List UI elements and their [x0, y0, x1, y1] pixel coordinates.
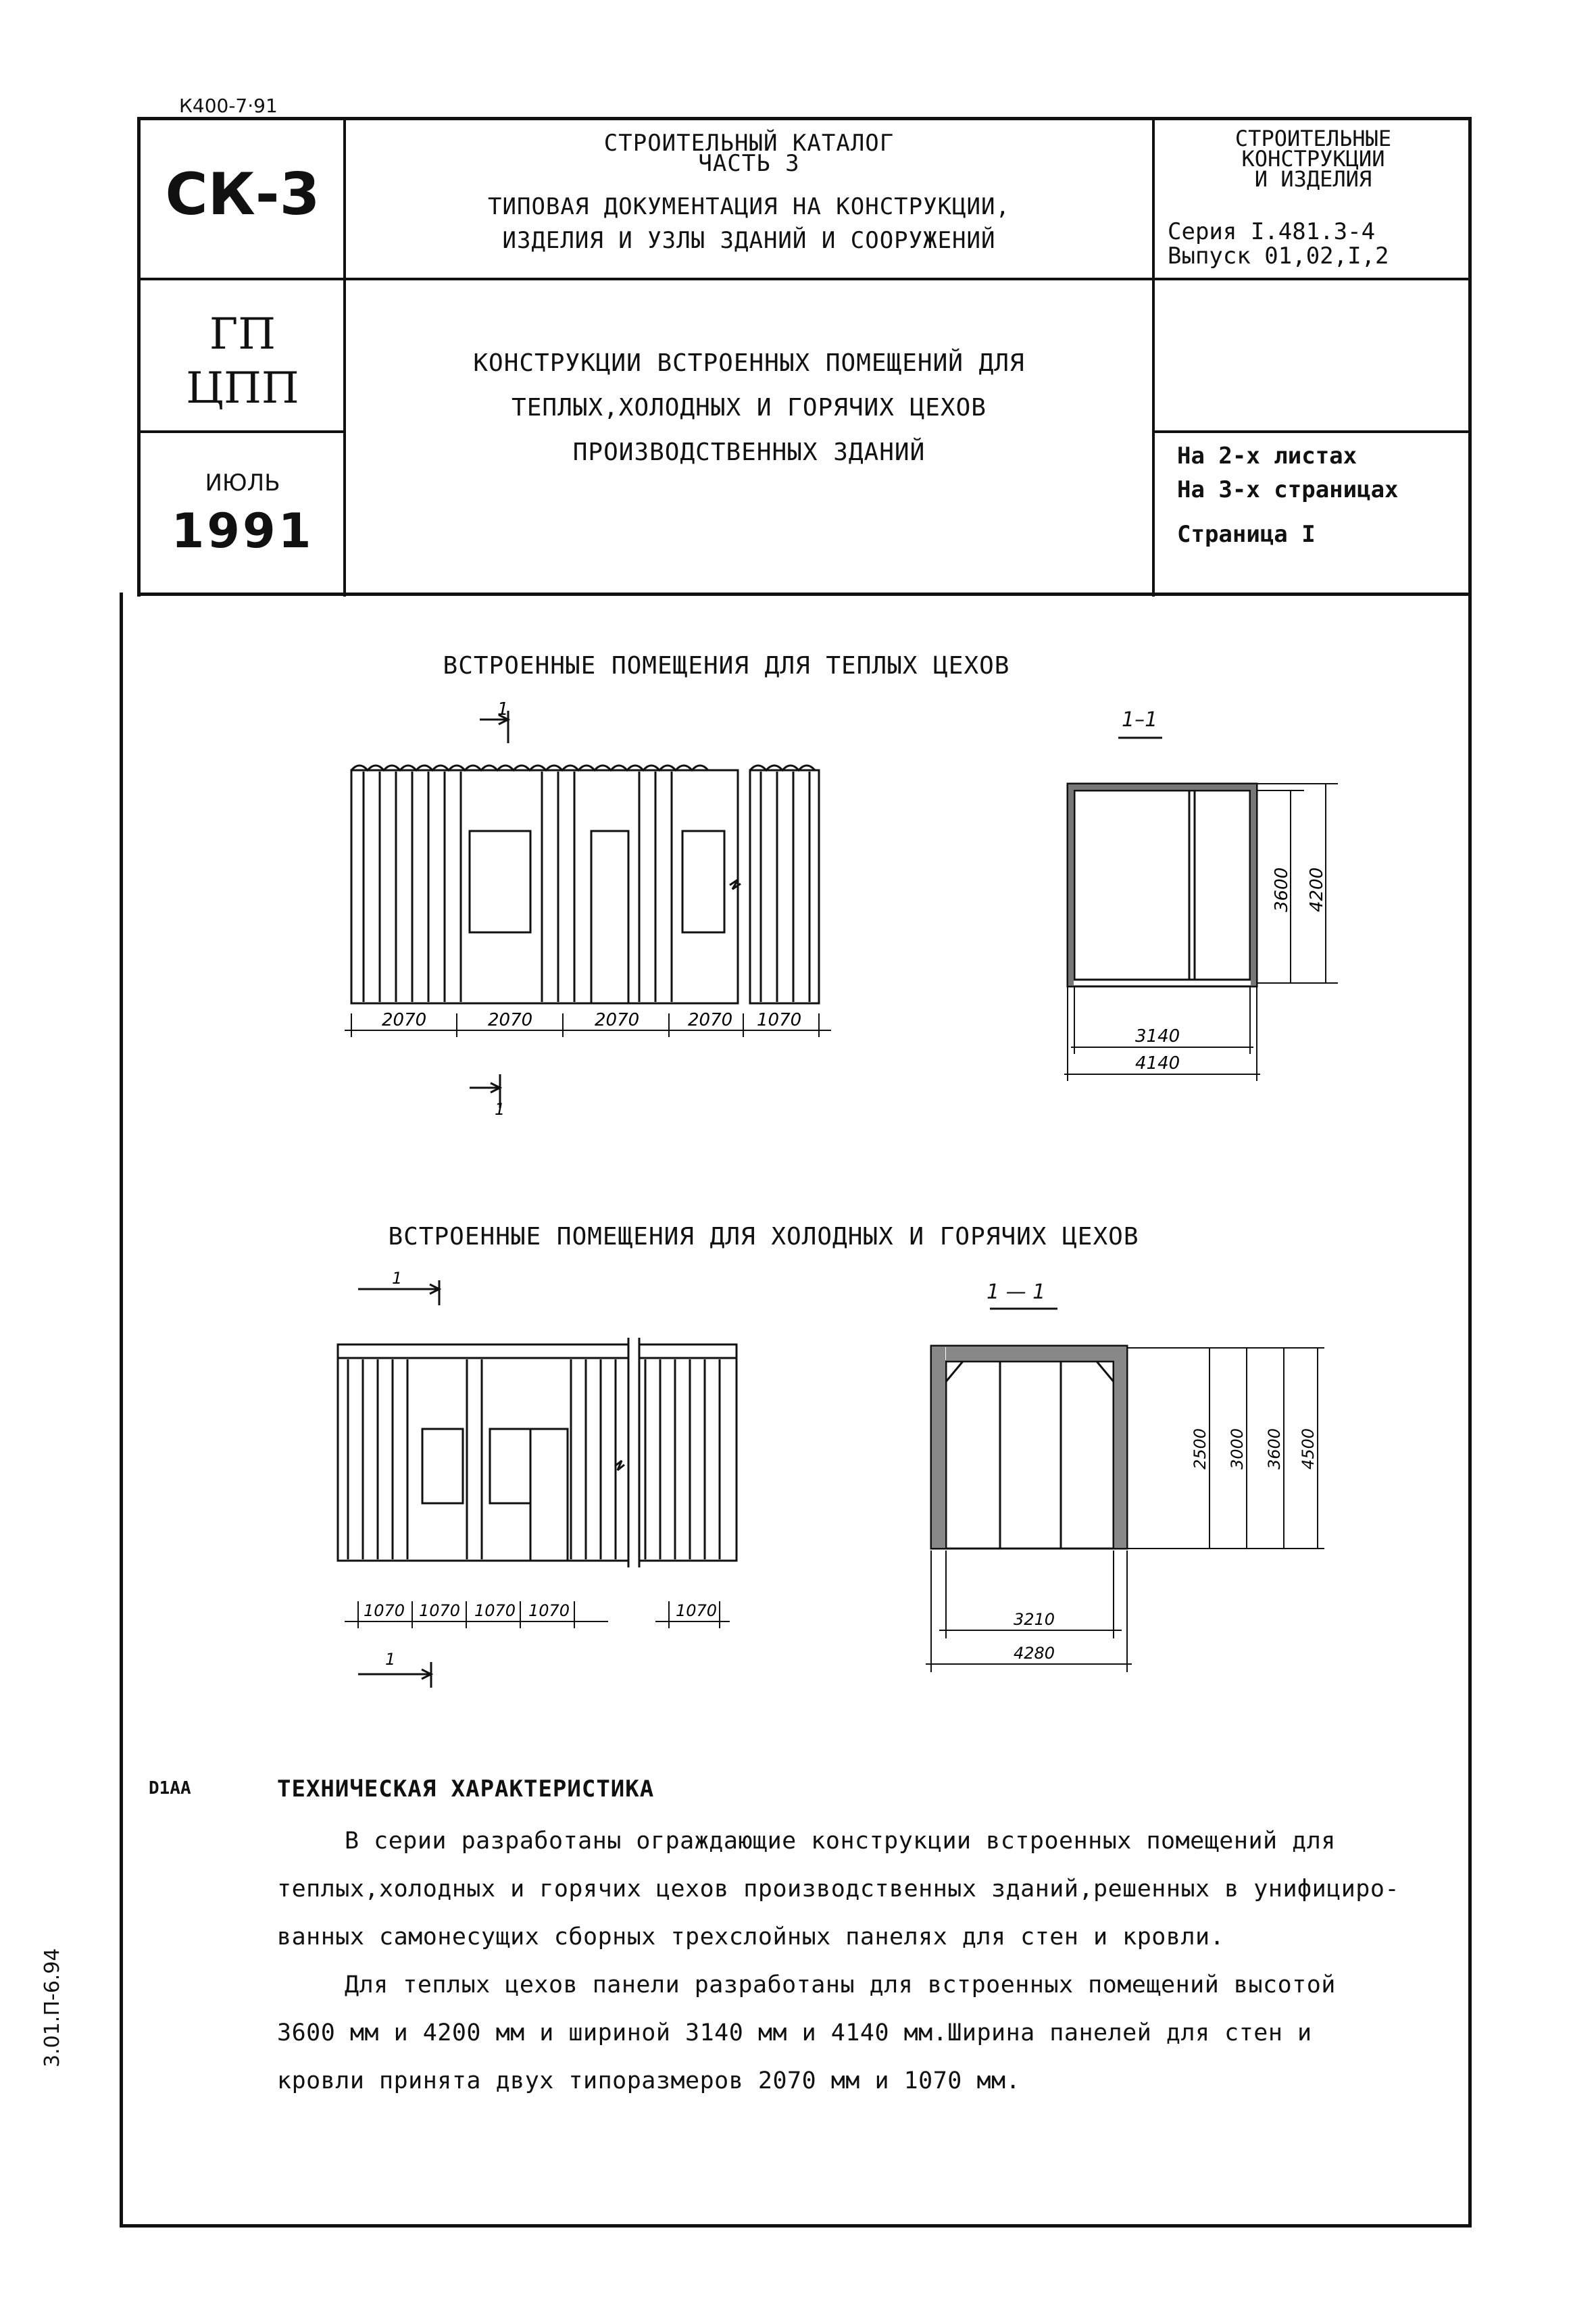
d1-dim-2: 2070: [488, 1010, 533, 1030]
d1-height-outer: 4200: [1307, 867, 1327, 912]
catalog-heading: [346, 130, 1152, 257]
drawing1-elevation: [331, 696, 845, 1128]
d1-dim-5: 1070: [757, 1010, 802, 1030]
drawing2-section-label-bottom: 1: [385, 1650, 396, 1669]
series-number: Серия I.481.3-4: [1168, 218, 1376, 245]
catalog-line-3: ТИПОВАЯ ДОКУМЕНТАЦИЯ НА КОНСТРУКЦИИ,: [488, 193, 1010, 220]
drawing1-section: [1054, 736, 1378, 1088]
drawing1-title: ВСТРОЕННЫЕ ПОМЕЩЕНИЯ ДЛЯ ТЕПЛЫХ ЦЕХОВ: [443, 652, 1010, 680]
frame-left: [120, 593, 123, 2228]
drawing2-section-title: 1 — 1: [987, 1280, 1046, 1304]
drawing2-elevation: [331, 1270, 764, 1689]
org-name: [142, 307, 343, 416]
d2-dim-1: 1070: [364, 1601, 405, 1620]
d2-dim-2: 1070: [419, 1601, 461, 1620]
d1-dim-4: 2070: [688, 1010, 733, 1030]
drawing1-section-title: 1–1: [1122, 708, 1158, 732]
drawing2-section-label-top: 1: [392, 1270, 403, 1288]
document-title: [346, 341, 1152, 475]
org-line-2: ЦПП: [186, 363, 299, 413]
title-line-2: ТЕПЛЫХ,ХОЛОДНЫХ И ГОРЯЧИХ ЦЕХОВ: [512, 394, 987, 422]
drawing2-title: ВСТРОЕННЫЕ ПОМЕЩЕНИЯ ДЛЯ ХОЛОДНЫХ И ГОРЯЧИХ ЦЕХОВ: [388, 1223, 1139, 1251]
catalog-line-4: ИЗДЕЛИЯ И УЗЛЫ ЗДАНИЙ И СООРУЖЕНИЙ: [502, 227, 996, 254]
d2-height-1: 2500: [1191, 1428, 1210, 1469]
sheet-info: [1177, 439, 1399, 551]
series-info: [1168, 220, 1389, 268]
document-code: К400-7·91: [179, 95, 278, 117]
release-year: 1991: [171, 503, 314, 559]
frame-right: [1468, 593, 1472, 2228]
tech-paragraph: [277, 1817, 1399, 2105]
org-line-1: ГП: [209, 309, 276, 359]
d1-width-inner: 3140: [1135, 1026, 1180, 1047]
title-line-3: ПРОИЗВОДСТВЕННЫХ ЗДАНИЙ: [572, 438, 926, 466]
tech-line-4: Для теплых цехов панели разработаны для встроенных помещений высотой: [345, 1971, 1336, 1998]
d2-height-4: 4500: [1299, 1428, 1318, 1469]
section-line-2: КОНСТРУКЦИИ: [1241, 146, 1385, 172]
tech-line-2: теплых,холодных и горячих цехов производственных зданий,решенных в унифициро-: [277, 1876, 1400, 1903]
d2-dim-4: 1070: [528, 1601, 570, 1620]
section-line-1: СТРОИТЕЛЬНЫЕ: [1235, 126, 1392, 151]
tech-heading: ТЕХНИЧЕСКАЯ ХАРАКТЕРИСТИКА: [277, 1776, 655, 1803]
release-month: ИЮЛЬ: [205, 470, 280, 497]
tech-line-5: 3600 мм и 4200 мм и шириной 3140 мм и 4140 мм.Ширина панелей для стен и: [277, 2019, 1312, 2046]
d2-height-2: 3000: [1228, 1428, 1247, 1469]
d1-dim-3: 2070: [595, 1010, 640, 1030]
page-count: На 3-х страницах: [1177, 476, 1399, 503]
series-code: СК-3: [165, 161, 320, 228]
catalog-line-2: ЧАСТЬ 3: [698, 150, 800, 177]
tech-line-1: В серии разработаны ограждающие конструкции встроенных помещений для: [345, 1828, 1336, 1855]
d1-width-outer: 4140: [1135, 1053, 1180, 1074]
section-name: [1155, 126, 1472, 192]
d1-dim-1: 2070: [382, 1010, 427, 1030]
d2-width-inner: 3210: [1014, 1610, 1055, 1629]
side-code: 3.01.П-6.94: [41, 1948, 64, 2067]
drawing1-wall: [351, 765, 819, 1003]
d2-dim-3: 1070: [474, 1601, 516, 1620]
sheet-count: На 2-х листах: [1177, 443, 1357, 470]
d2-height-3: 3600: [1265, 1428, 1284, 1469]
catalog-line-1: СТРОИТЕЛЬНЫЙ КАТАЛОГ: [603, 130, 895, 157]
tech-line-3: ванных самонесущих сборных трехслойных панелях для стен и кровли.: [277, 1923, 1225, 1951]
section-line-3: И ИЗДЕЛИЯ: [1254, 166, 1372, 192]
drawing1-section-label-bottom: 1: [495, 1100, 505, 1119]
frame-bottom: [120, 2224, 1472, 2228]
tech-code: D1AA: [149, 1778, 191, 1799]
d2-width-outer: 4280: [1014, 1644, 1055, 1663]
drawing1-section-label-top: 1: [497, 699, 509, 720]
issue-number: Выпуск 01,02,I,2: [1168, 243, 1389, 270]
tech-line-6: кровли принята двух типоразмеров 2070 мм и 1070 мм.: [277, 2067, 1021, 2094]
d1-height-inner: 3600: [1272, 867, 1292, 912]
page-number: Страница I: [1177, 521, 1316, 548]
d2-dim-5: 1070: [676, 1601, 718, 1620]
title-line-1: КОНСТРУКЦИИ ВСТРОЕННЫХ ПОМЕЩЕНИЙ ДЛЯ: [473, 349, 1025, 377]
drawing2-section: [919, 1307, 1365, 1686]
